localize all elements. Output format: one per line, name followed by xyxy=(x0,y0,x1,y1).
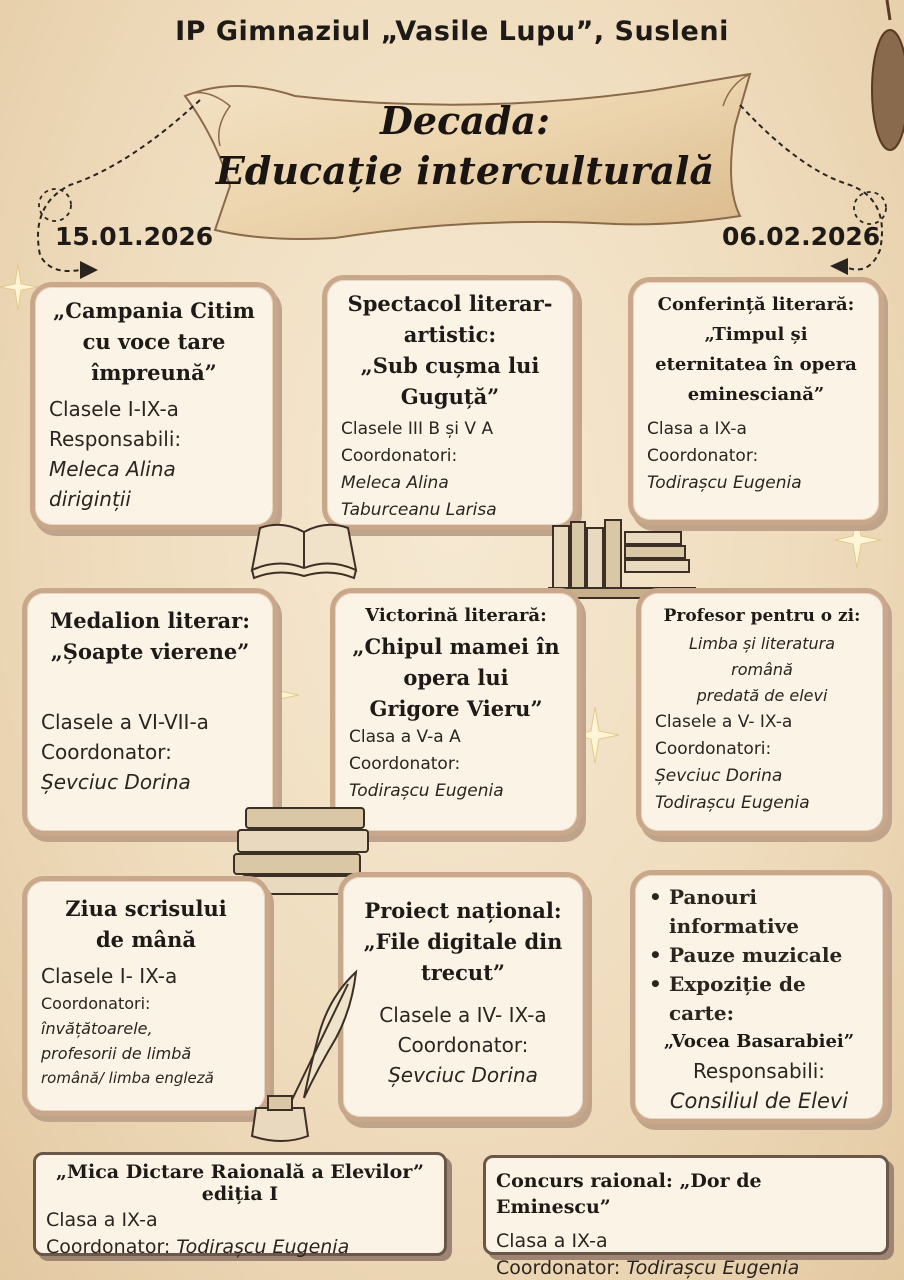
list-item: • Expoziție de carte: xyxy=(643,970,875,1028)
card-classes: Clasele a IV- IX-a xyxy=(379,1003,547,1027)
box-mica-dictare xyxy=(33,1152,447,1256)
card-activitati xyxy=(630,870,888,1124)
card-conferinta xyxy=(628,277,884,525)
card-title: „File digitale din xyxy=(363,929,563,954)
card-classes: Clasele I-IX-a xyxy=(49,397,179,421)
box-title: Concurs raional: „Dor de Eminescu” xyxy=(496,1170,762,1218)
sparkle-icon xyxy=(575,705,625,765)
card-title: Proiect național: xyxy=(364,898,562,923)
card-classes: Clasele I- IX-a xyxy=(41,964,178,988)
open-book-icon xyxy=(248,512,360,582)
card-title: Guguță” xyxy=(400,384,500,409)
card-person: Taburceanu Larisa xyxy=(341,500,497,520)
card-title: „Șoapte vierene” xyxy=(50,639,250,664)
card-title: împreună” xyxy=(91,360,217,385)
card-person: română/ limba engleză xyxy=(41,1069,214,1087)
box-title: „Mica Dictare Raională a Elevilor” xyxy=(56,1161,424,1183)
coordinator-name: Todirașcu Eugenia xyxy=(626,1257,800,1279)
card-medalion xyxy=(22,588,278,836)
card-ziua-scrisului xyxy=(22,876,270,1116)
card-title: „Chipul mamei în xyxy=(352,634,560,659)
card-person: Șevciuc Dorina xyxy=(655,766,783,786)
card-role: Coordonator: xyxy=(647,446,759,466)
card-title: eternitatea în opera xyxy=(655,354,857,375)
coordinator-label: Coordonator: xyxy=(46,1236,177,1258)
card-role: Coordonatori: xyxy=(655,739,772,759)
card-person: Consiliul de Elevi xyxy=(669,1089,849,1113)
card-title: eminesciană” xyxy=(687,384,825,405)
coordinator-name: Todirașcu Eugenia xyxy=(176,1236,350,1258)
box-classes: Clasa a IX-a xyxy=(46,1209,158,1231)
start-date: 15.01.2026 xyxy=(55,222,214,251)
box-coordinator xyxy=(496,1255,876,1280)
card-role: Coordonatori: xyxy=(341,446,458,466)
card-classes: Clasele III B și V A xyxy=(341,419,494,439)
coordinator-label: Coordonator: xyxy=(496,1257,627,1279)
card-title: Conferință literară: xyxy=(657,294,855,315)
card-spectacol xyxy=(322,275,578,530)
card-classes: Clasele a V- IX-a xyxy=(655,712,793,732)
card-profesor xyxy=(636,588,888,836)
banner-title-line2: Educație interculturală xyxy=(215,148,715,193)
box-title: ediția I xyxy=(201,1183,279,1205)
banner-title-line1: Decada: xyxy=(379,98,551,143)
quill-inkwell-icon xyxy=(248,968,368,1148)
gourd-icon xyxy=(862,0,904,160)
card-title: artistic: xyxy=(403,322,497,347)
list-item: • Panouri informative xyxy=(643,883,875,941)
list-item: • Pauze muzicale xyxy=(643,941,875,970)
box-coordinator xyxy=(46,1234,434,1261)
card-title: „Timpul și xyxy=(704,324,808,345)
card-person: învățătoarele, xyxy=(41,1019,153,1038)
card-role: Coordonator: xyxy=(397,1033,529,1057)
card-role: Coordonator: xyxy=(41,740,172,764)
card-person: Meleca Alina xyxy=(49,457,176,481)
card-title: Victorină literară: xyxy=(365,605,547,626)
card-title: de mână xyxy=(95,927,197,952)
card-victorina xyxy=(330,588,582,836)
card-proiect-national xyxy=(338,872,588,1122)
card-role: Coordonatori: xyxy=(41,994,151,1013)
card-title: opera lui xyxy=(403,665,509,690)
banner-title xyxy=(205,96,725,196)
card-subtitle: română xyxy=(731,660,793,679)
card-person: profesorii de limbă xyxy=(41,1044,192,1063)
card-title: Grigore Vieru” xyxy=(369,696,543,721)
card-classes: Clasa a IX-a xyxy=(647,419,747,439)
card-classes: Clasele a VI-VII-a xyxy=(41,710,209,734)
card-title: Spectacol literar- xyxy=(347,291,553,316)
card-subtitle: predată de elevi xyxy=(696,686,828,705)
card-title: trecut” xyxy=(421,960,505,985)
card-title: Profesor pentru o zi: xyxy=(663,606,861,626)
card-person: Șevciuc Dorina xyxy=(41,770,191,794)
card-role: Responsabili: xyxy=(692,1059,826,1083)
activity-list xyxy=(643,883,875,1028)
box-dor-de-eminescu xyxy=(483,1155,889,1279)
card-title: „Sub cușma lui xyxy=(360,353,540,378)
school-name: IP Gimnaziul „Vasile Lupu”, Susleni xyxy=(175,16,729,47)
card-title: „Campania Citim xyxy=(53,298,255,323)
card-person: Todirașcu Eugenia xyxy=(349,781,504,801)
end-date: 06.02.2026 xyxy=(722,222,881,251)
card-person: Șevciuc Dorina xyxy=(388,1063,538,1087)
card-title: Ziua scrisului xyxy=(65,896,227,921)
card-title: cu voce tare xyxy=(82,329,226,354)
card-classes: Clasa a V-a A xyxy=(349,727,461,747)
card-role: Responsabili: xyxy=(49,427,182,451)
exhibition-title: „Vocea Basarabiei” xyxy=(663,1031,855,1052)
card-subtitle: Limba și literatura xyxy=(688,634,836,653)
card-campania-citim xyxy=(30,282,278,530)
card-person: diriginții xyxy=(49,487,131,511)
card-person: Todirașcu Eugenia xyxy=(655,793,810,813)
card-title: Medalion literar: xyxy=(50,608,250,633)
card-role: Coordonator: xyxy=(349,754,461,774)
card-person: Todirașcu Eugenia xyxy=(647,473,802,493)
card-person: Meleca Alina xyxy=(341,473,449,493)
box-classes: Clasa a IX-a xyxy=(496,1230,608,1252)
dashed-arrow-left-icon xyxy=(10,95,210,285)
